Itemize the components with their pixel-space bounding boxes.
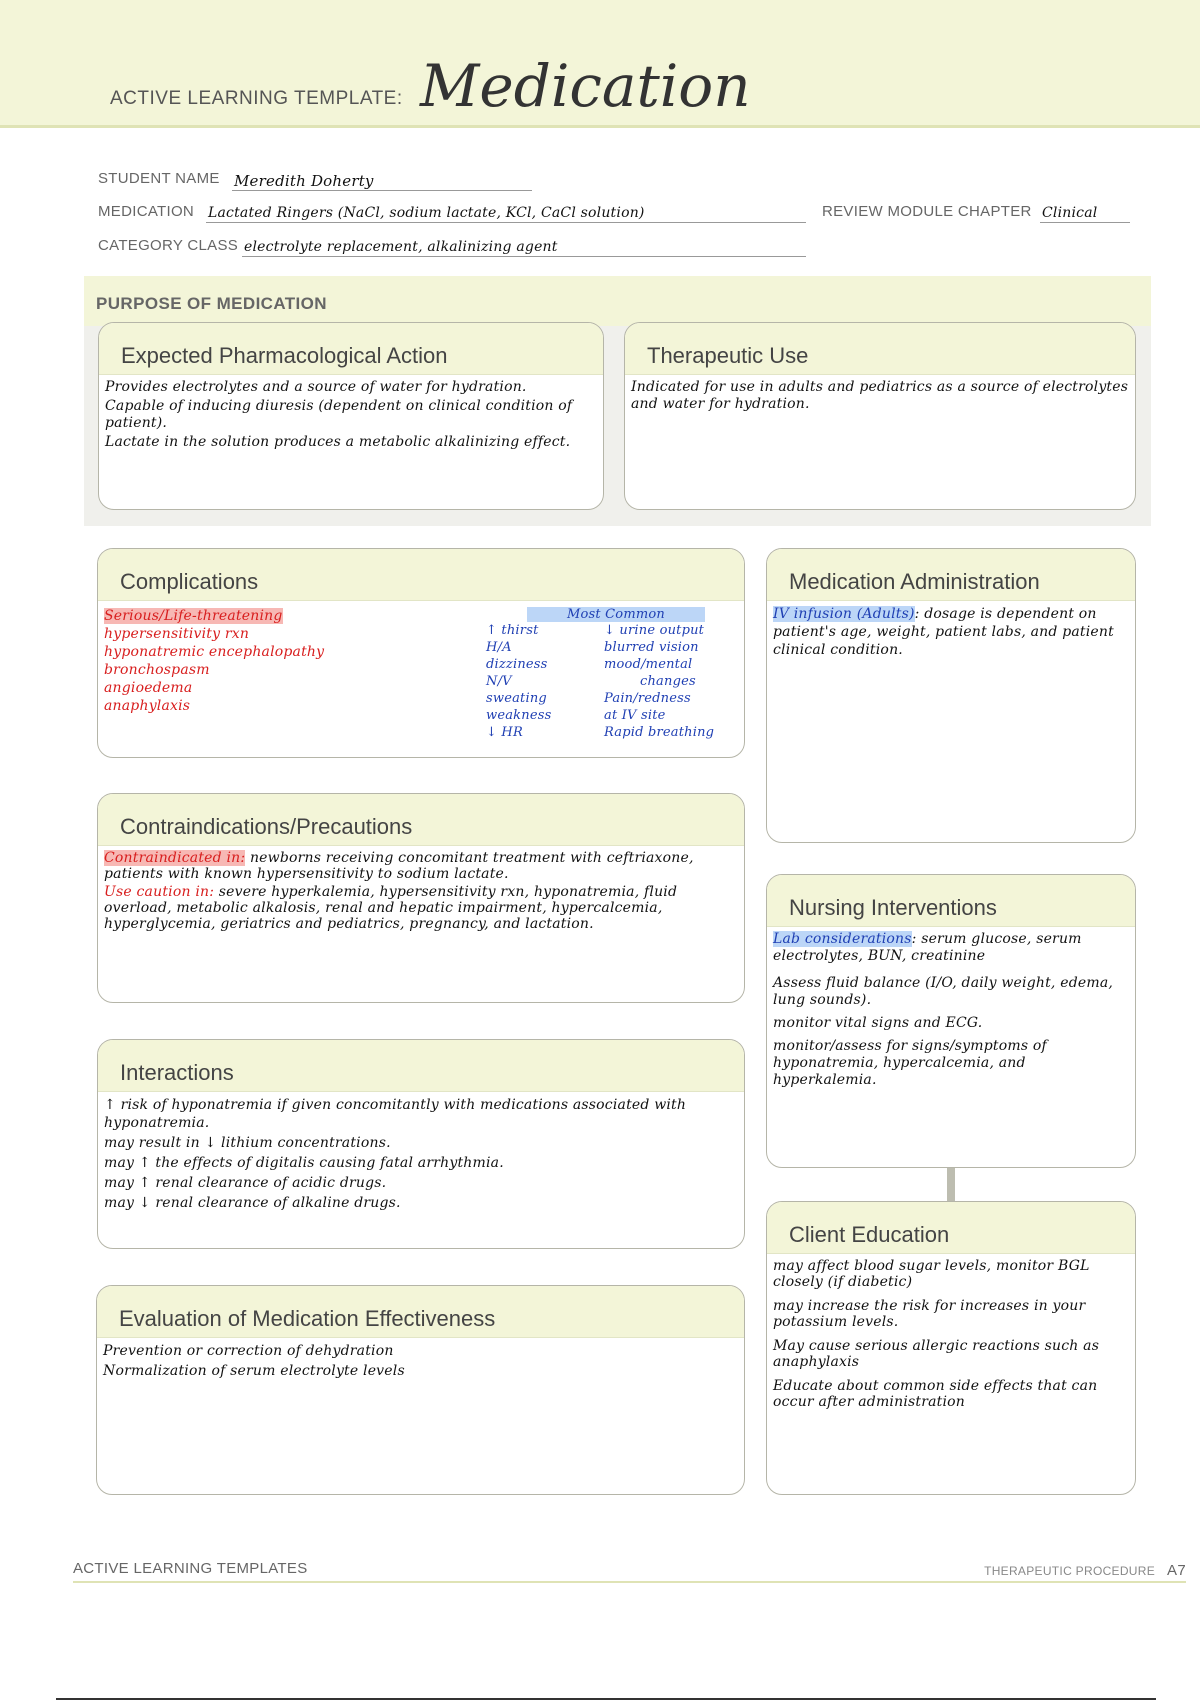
lab-considerations-label: Lab considerations: [773, 931, 912, 947]
common-item: mood/mental: [604, 657, 693, 672]
contraindicated-label: Contraindicated in:: [104, 850, 246, 866]
review-module-value[interactable]: Clinical: [1042, 205, 1098, 221]
serious-item: anaphylaxis: [104, 698, 191, 714]
lab-considerations-text: : serum glucose, serum electrolytes, BUN, creatinine: [773, 931, 1082, 964]
interaction-line: may ↑ renal clearance of acidic drugs.: [104, 1175, 387, 1191]
nursing-body[interactable]: [767, 927, 1135, 1089]
contraindications-box: [97, 793, 745, 1003]
serious-complications[interactable]: [104, 607, 484, 715]
common-heading: Most Common: [527, 607, 705, 622]
common-item: weakness: [486, 708, 552, 723]
common-item: sweating: [486, 691, 547, 706]
interactions-box: [97, 1039, 745, 1249]
serious-item: bronchospasm: [104, 662, 210, 678]
common-item: ↑ thirst: [486, 623, 539, 638]
student-name-line: [232, 190, 532, 191]
category-class-value[interactable]: electrolyte replacement, alkalinizing agent: [244, 239, 558, 255]
nursing-line: monitor/assess for signs/symptoms of hyponatremia, hypercalcemia, and hyperkalemia.: [773, 1038, 1047, 1088]
common-item: ↓ urine output: [604, 623, 705, 638]
student-name-label: STUDENT NAME: [98, 170, 220, 187]
header-band: [0, 0, 1200, 128]
box-connector: [947, 1168, 955, 1204]
education-line: may affect blood sugar levels, monitor BGL closely (if diabetic): [773, 1258, 1090, 1290]
common-item: at IV site: [604, 708, 666, 723]
medication-line: [206, 222, 806, 223]
interactions-title: Interactions: [98, 1040, 744, 1092]
common-item: Pain/redness: [604, 691, 691, 706]
evaluation-body[interactable]: [97, 1338, 744, 1380]
expected-action-line: Capable of inducing diuresis (dependent on clinical condition of patient).: [105, 398, 573, 431]
evaluation-box: [96, 1285, 745, 1495]
interaction-line: may result in ↓ lithium concentrations.: [104, 1135, 391, 1151]
contraindicated-text: newborns receiving concomitant treatment with ceftriaxone, patients with known hypersensitivity to sodium lactate.: [104, 850, 694, 882]
common-item: Rapid breathing: [604, 725, 715, 740]
page-title: Medication: [420, 52, 751, 120]
expected-action-line: Provides electrolytes and a source of water for hydration.: [105, 379, 527, 395]
therapeutic-use-box: [624, 322, 1136, 510]
purpose-strip: [84, 276, 1151, 326]
footer-section: THERAPEUTIC PROCEDURE: [984, 1564, 1156, 1578]
education-line: may increase the risk for increases in your potassium levels.: [773, 1298, 1086, 1330]
footer-divider: [73, 1581, 1186, 1583]
serious-item: hypersensitivity rxn: [104, 626, 250, 642]
evaluation-line: Normalization of serum electrolyte levels: [103, 1363, 405, 1379]
nursing-box: [766, 874, 1136, 1168]
common-complications[interactable]: [486, 607, 745, 741]
common-item: changes: [640, 674, 696, 689]
evaluation-title: Evaluation of Medication Effectiveness: [97, 1286, 744, 1338]
expected-action-title: Expected Pharmacological Action: [99, 323, 603, 375]
serious-heading: Serious/Life-threatening: [104, 608, 283, 624]
common-item: blurred vision: [604, 640, 699, 655]
administration-text: : dosage is dependent on patient's age, weight, patient labs, and patient clinical condition.: [773, 606, 1114, 658]
administration-body[interactable]: [767, 601, 1135, 659]
education-line: May cause serious allergic reactions such as anaphylaxis: [773, 1338, 1100, 1370]
caution-label: Use caution in:: [104, 884, 215, 900]
caution-text: severe hyperkalemia, hypersensitivity rxn, hyponatremia, fluid overload, metabolic alkalosis, renal and hepatic impairment, hypercalcemia, hyperglycemia, geriatrics and pediatrics, pregnancy, and lactation.: [104, 884, 678, 932]
medication-value[interactable]: Lactated Ringers (NaCl, sodium lactate, KCl, CaCl solution): [208, 205, 645, 221]
common-item: N/V: [486, 674, 512, 689]
student-name-value[interactable]: Meredith Doherty: [234, 172, 374, 190]
category-class-line: [242, 256, 806, 257]
contraindications-body[interactable]: [98, 846, 744, 932]
evaluation-line: Prevention or correction of dehydration: [103, 1343, 394, 1359]
contraindications-title: Contraindications/Precautions: [98, 794, 744, 846]
review-module-line: [1040, 222, 1130, 223]
expected-action-body[interactable]: [99, 375, 603, 451]
serious-item: hyponatremic encephalopathy: [104, 644, 325, 660]
nursing-line: Assess fluid balance (I/O, daily weight, edema, lung sounds).: [773, 975, 1114, 1008]
interactions-body[interactable]: [98, 1092, 744, 1212]
footer-right: [984, 1562, 1186, 1579]
expected-action-line: Lactate in the solution produces a metabolic alkalinizing effect.: [105, 434, 571, 450]
education-body[interactable]: [767, 1254, 1135, 1410]
header-prefix: ACTIVE LEARNING TEMPLATE:: [110, 88, 403, 109]
expected-action-box: [98, 322, 604, 510]
common-item: ↓ HR: [486, 725, 523, 740]
administration-box: [766, 548, 1136, 843]
footer-page-number: A7: [1167, 1562, 1186, 1579]
category-class-label: CATEGORY CLASS: [98, 237, 239, 254]
complications-title: Complications: [98, 549, 744, 601]
education-title: Client Education: [767, 1202, 1135, 1254]
education-box: [766, 1201, 1136, 1495]
review-module-label: REVIEW MODULE CHAPTER: [822, 203, 1032, 220]
serious-item: angioedema: [104, 680, 193, 696]
administration-route: IV infusion (Adults): [773, 606, 915, 622]
medication-label: MEDICATION: [98, 203, 195, 220]
administration-title: Medication Administration: [767, 549, 1135, 601]
therapeutic-use-title: Therapeutic Use: [625, 323, 1135, 375]
interaction-line: may ↑ the effects of digitalis causing fatal arrhythmia.: [104, 1155, 504, 1171]
purpose-title: PURPOSE OF MEDICATION: [96, 294, 327, 313]
complications-box: [97, 548, 745, 758]
common-item: H/A: [486, 640, 512, 655]
education-line: Educate about common side effects that can occur after administration: [773, 1378, 1098, 1410]
common-item: dizziness: [486, 657, 548, 672]
therapeutic-use-line: Indicated for use in adults and pediatrics as a source of electrolytes and water for hydration.: [631, 379, 1129, 412]
interaction-line: may ↓ renal clearance of alkaline drugs.: [104, 1195, 401, 1211]
therapeutic-use-body[interactable]: [625, 375, 1135, 413]
nursing-line: monitor vital signs and ECG.: [773, 1015, 983, 1031]
interaction-line: ↑ risk of hyponatremia if given concomitantly with medications associated with hyponatremia.: [104, 1097, 687, 1131]
footer-left: ACTIVE LEARNING TEMPLATES: [73, 1560, 308, 1577]
nursing-title: Nursing Interventions: [767, 875, 1135, 927]
